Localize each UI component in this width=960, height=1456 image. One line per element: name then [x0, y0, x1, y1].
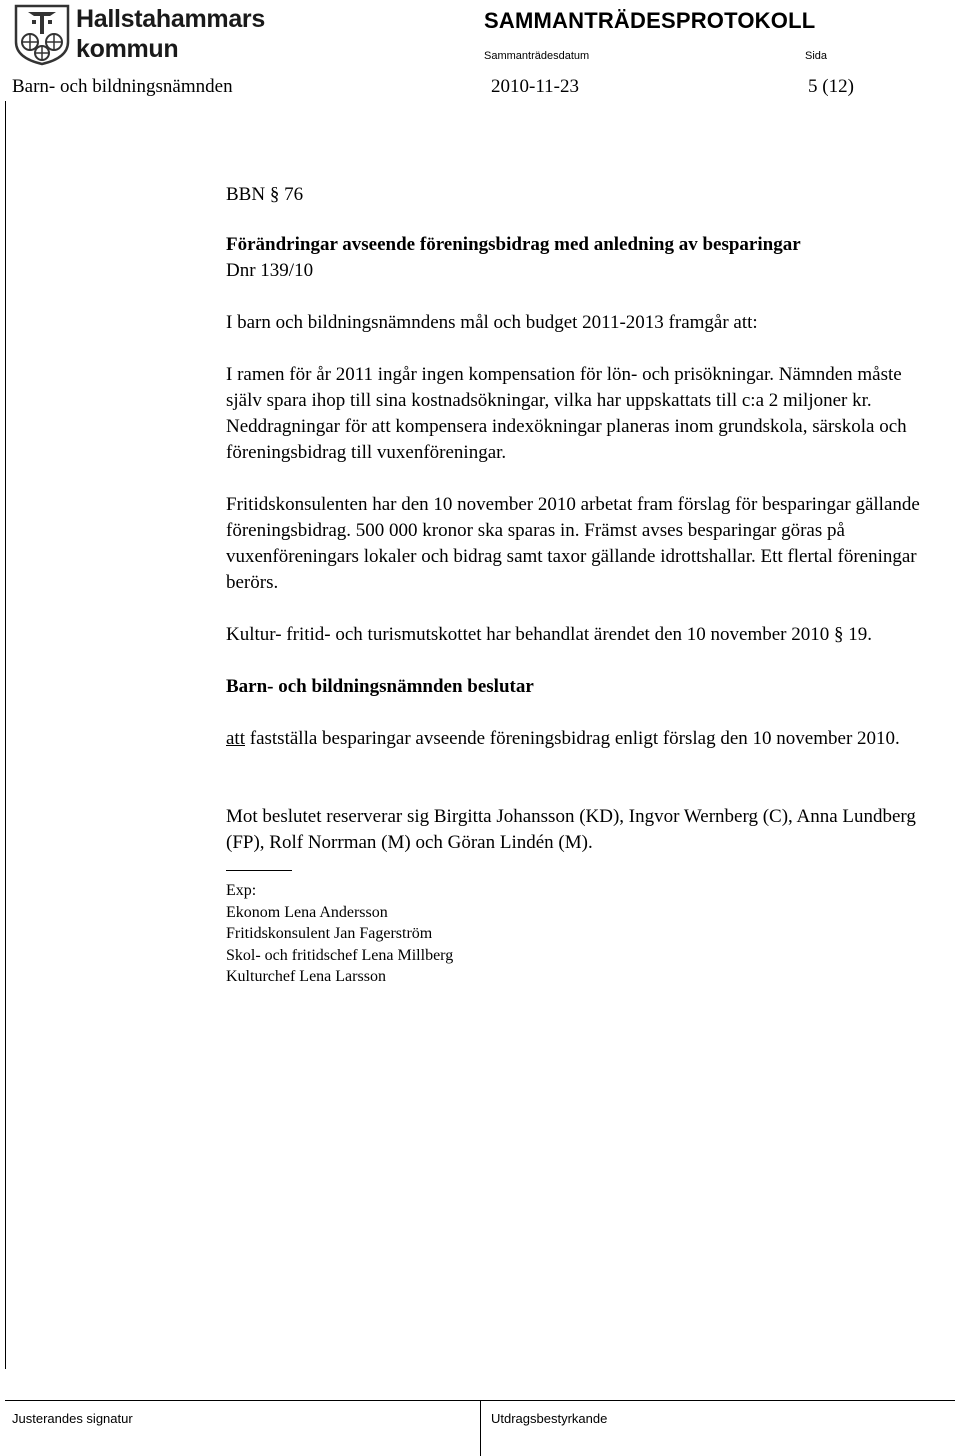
distribution-rule — [226, 870, 292, 871]
decision-rest: fastställa besparingar avseende föreningsbidrag enligt förslag den 10 november 2010. — [245, 728, 900, 749]
municipality-logo — [10, 2, 74, 66]
decision-text — [226, 726, 941, 752]
footer-divider — [480, 1400, 481, 1456]
footer-certification-label: Utdragsbestyrkande — [491, 1411, 608, 1426]
page-number: 5 (12) — [808, 76, 854, 97]
list-item: Fritidskonsulent Jan Fagerström — [226, 925, 433, 943]
decision-att: att — [226, 728, 245, 749]
distribution-list — [226, 880, 941, 988]
exp-label: Exp: — [226, 882, 257, 899]
org-name-line1: Hallstahammars — [76, 5, 265, 33]
decision-heading: Barn- och bildningsnämnden beslutar — [226, 676, 534, 697]
proposal-paragraph: Fritidskonsulenten har den 10 november 2010 arbetat fram förslag för besparingar gällande föreningsbidrag. 500 000 kronor ska sparas in. Främst avses besparingar göras på vuxenföreningars lokaler och bidrag samt taxor gällande idrottshallar. Ett flertal föreningar berörs. — [226, 494, 920, 593]
footer-signature-label: Justerandes signatur — [12, 1411, 133, 1426]
paragraph-id: BBN § 76 — [226, 184, 304, 205]
list-item: Skol- och fritidschef Lena Millberg — [226, 946, 454, 964]
org-name-line2: kommun — [76, 35, 179, 63]
list-item: Kulturchef Lena Larsson — [226, 968, 386, 986]
meeting-date: 2010-11-23 — [491, 76, 579, 97]
minutes-body — [226, 182, 941, 988]
document-type: SAMMANTRÄDESPROTOKOLL — [484, 8, 816, 33]
intro-paragraph: I barn och bildningsnämndens mål och budget 2011-2013 framgår att: — [226, 312, 758, 333]
list-item: Ekonom Lena Andersson — [226, 903, 388, 921]
budget-paragraph: I ramen för år 2011 ingår ingen kompensation för lön- och prisökningar. Nämnden måste själv spara ihop till sina kostnadsökningar, vilka har uppskattats till c:a 2 miljoner kr. Neddragningar för att kompensera indexökningar planeras inom grundskola, särskola och föreningsbidrag till vuxenföreningar. — [226, 364, 907, 463]
date-label: Sammanträdesdatum — [484, 50, 590, 62]
org-name — [76, 4, 265, 64]
case-number: Dnr 139/10 — [226, 260, 314, 281]
committee-name: Barn- och bildningsnämnden — [12, 76, 233, 97]
left-margin-line — [5, 101, 6, 1369]
page-label: Sida — [805, 50, 828, 62]
item-title: Förändringar avseende föreningsbidrag med anledning av besparingar — [226, 234, 801, 255]
committee-paragraph: Kultur- fritid- och turismutskottet har behandlat ärendet den 10 november 2010 § 19. — [226, 624, 872, 645]
reservation-paragraph: Mot beslutet reserverar sig Birgitta Johansson (KD), Ingvor Wernberg (C), Anna Lundberg (FP), Rolf Norrman (M) och Göran Lindén (M). — [226, 806, 916, 853]
